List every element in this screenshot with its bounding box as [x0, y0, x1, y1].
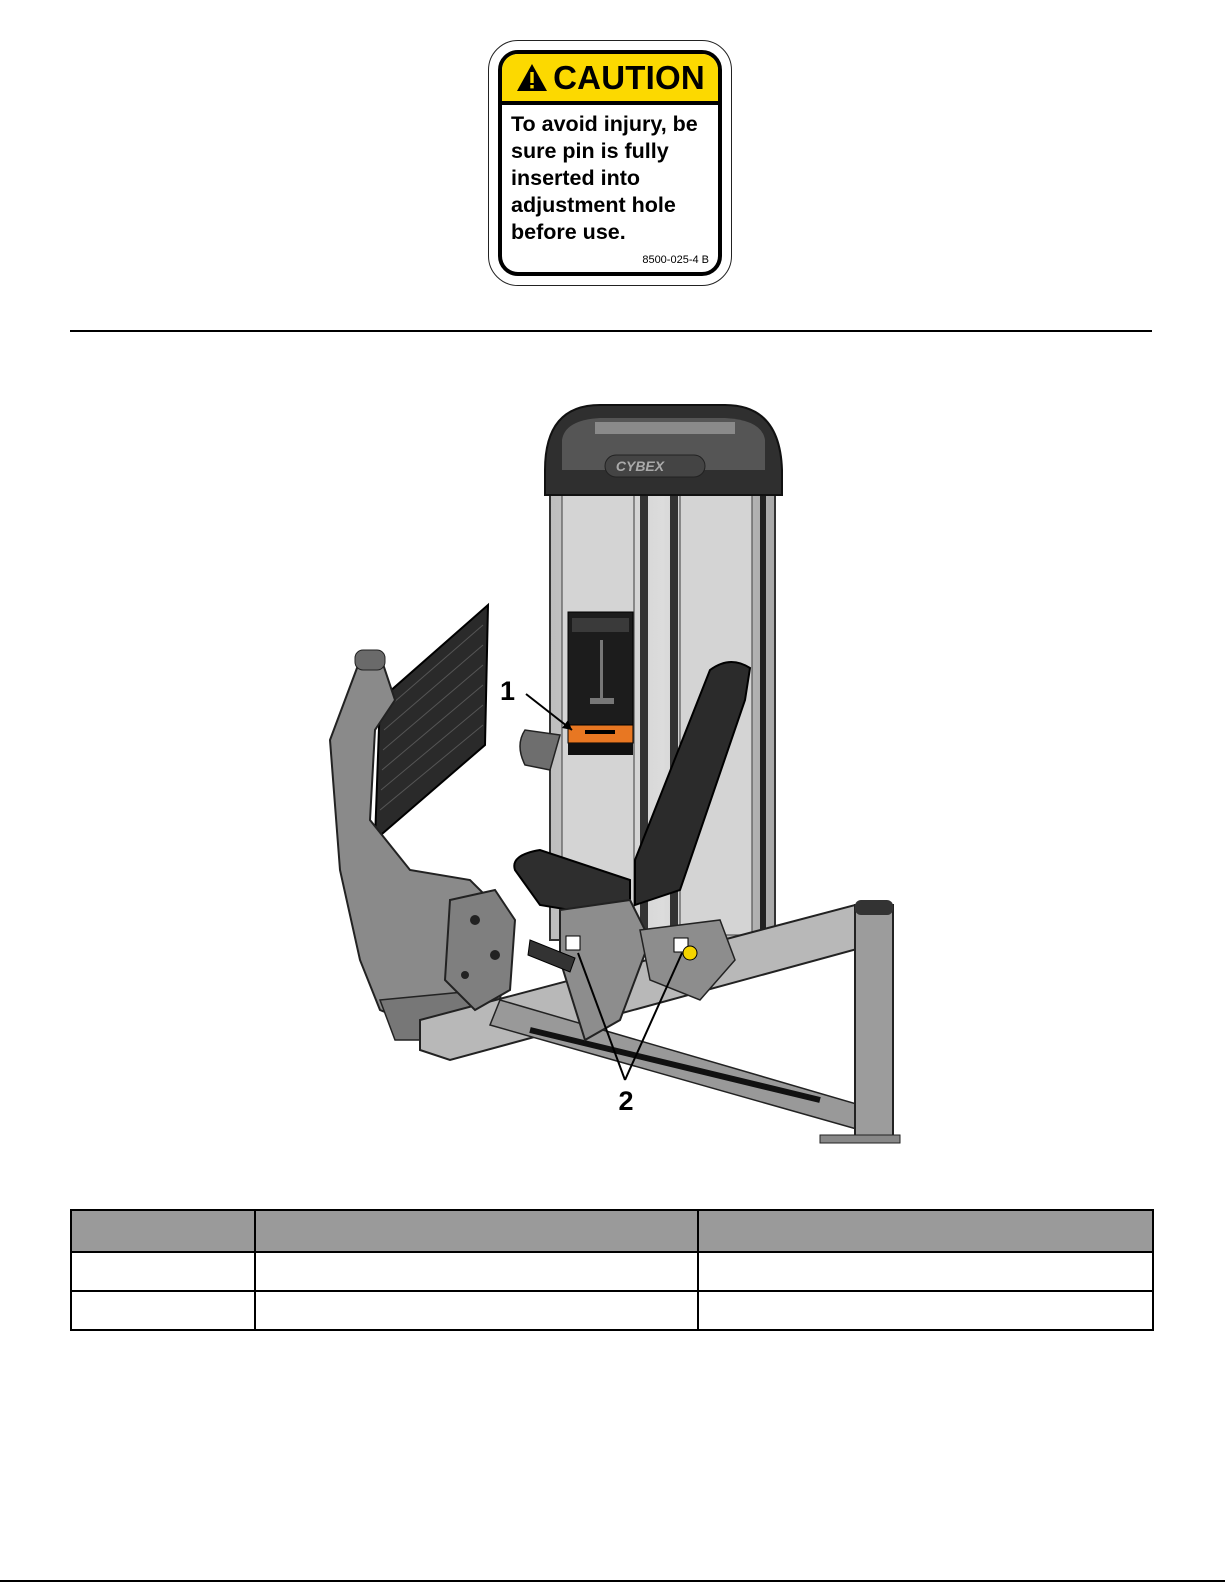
caution-body: To avoid injury, be sure pin is fully inserted into adjustment hole before use.	[511, 112, 698, 244]
callout-1: 1	[499, 676, 515, 706]
table-row	[71, 1291, 1153, 1330]
table-header-cell	[255, 1210, 698, 1252]
adjustment-knob-icon	[683, 946, 697, 960]
table-cell	[71, 1291, 255, 1330]
table-cell	[698, 1291, 1153, 1330]
table-cell	[698, 1252, 1153, 1291]
warning-triangle-icon	[515, 62, 549, 94]
table-header-cell	[698, 1210, 1153, 1252]
weight-selector	[568, 612, 633, 755]
table-header-cell	[71, 1210, 255, 1252]
table-cell	[255, 1291, 698, 1330]
foot-plate	[375, 605, 488, 840]
section-divider	[70, 330, 1152, 332]
caution-heading: CAUTION	[553, 58, 705, 96]
caution-label-inner	[498, 50, 722, 276]
footer-divider	[0, 1580, 1225, 1582]
parts-table	[70, 1209, 1154, 1331]
brand-logo: CYBEX	[615, 458, 665, 474]
callout-2: 2	[618, 1086, 634, 1116]
table-row	[71, 1252, 1153, 1291]
table-cell	[71, 1252, 255, 1291]
table-cell	[255, 1252, 698, 1291]
caution-banner	[502, 54, 718, 105]
caution-label	[488, 40, 732, 286]
caution-part-number: 8500-025-4 B	[642, 254, 709, 266]
table-header-row	[71, 1210, 1153, 1252]
tower-top-cap	[545, 405, 782, 495]
leg-press-illustration	[300, 400, 920, 1160]
